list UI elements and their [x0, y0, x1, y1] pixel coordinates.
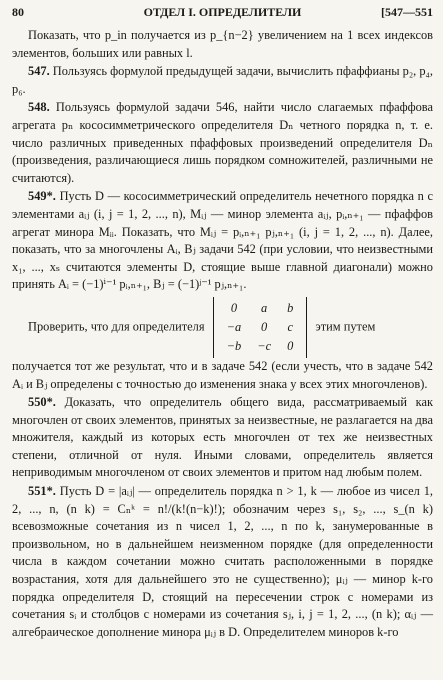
matrix-cell: c [287, 319, 293, 334]
problem-550 [12, 394, 433, 482]
page-number: 80 [12, 5, 24, 19]
problem-549 [12, 188, 433, 294]
problem-547 [12, 63, 433, 98]
problem-549-continued: получается тот же результат, что и в задаче 542 (если учесть, что в задаче 542 Aᵢ и Bⱼ определены с точностью до изменения знака у всех этих многочленов). [12, 358, 433, 391]
problem-text: Пусть D — кососимметрический определитель нечетного порядка n с элементами aᵢⱼ (i, j = 1, 2, ..., n), Mᵢⱼ — минор элемента aᵢⱼ, pᵢ,ₙ₊₁ — пфаффов агрегат минора Mᵢᵢ. Показать, что Mᵢⱼ = pᵢ,ₙ₊₁ pⱼ,ₙ₊₁ (i, j = 1, 2, ..., n). Далее, показать, что за многочлены Aᵢ, Bⱼ задачи 542 (при условии, что неизвестными x₁, ..., xₛ считаются элементы D, стоящие выше главной диагонали) можно принять Aᵢ = (−1)ⁱ⁻¹ pᵢ,ₙ₊₁, Bⱼ = (−1)ʲ⁻¹ pⱼ,ₙ₊₁. [12, 189, 433, 292]
problem-548 [12, 99, 433, 187]
matrix-cell: −a [226, 319, 242, 334]
problem-text: s₂, ..., s_(n k) всевозможные сочетания из n чисел 1, 2, ..., n по k, занумерованные в произвольном, но в дальнейшем неизменном порядке (для определенности числа в каждом сочетании можно считать расположенными в порядке возрастания, хотя для дальнейшего это не существенно); μᵢⱼ — минор k-го порядка определителя D, стоящий на пересечении строк с номерами из сочетания sᵢ и столбцов [12, 501, 433, 622]
problem-number: 550*. [28, 395, 56, 410]
problem-range: [547—551 [381, 5, 433, 19]
matrix-cell: b [287, 300, 294, 315]
check-text: Проверить, что для определителя [28, 319, 205, 334]
problem-text: Пусть D = |aᵢⱼ| — определитель порядка n > 1, k — любое из чисел 1, 2, ..., n, (n k) = Cₙᵏ = n!/(k!(n−k)!); обозначим через s₁, [12, 484, 433, 516]
matrix-cell: 0 [230, 300, 238, 315]
problem-number: 551*. [28, 484, 56, 499]
matrix-cell: 0 [261, 319, 268, 334]
matrix-cell: 0 [287, 338, 294, 353]
matrix-cell: a [261, 300, 268, 315]
paragraph-intro: Показать, что p_in получается из p_{n−2} увеличением на 1 всех индексов элементов, больших или равных l. [12, 28, 433, 60]
determinant-line [12, 297, 433, 358]
problem-text: Пользуясь формулой задачи 546, найти число слагаемых пфаффова агрегата pₙ кососимметрического определителя Dₙ четного порядка n, т. е. число различных приведенных пфаффовых произведений определителя Dₙ (произведения, различающиеся лишь порядком сомножителей, различными не считаются). [12, 100, 433, 185]
problem-text: Доказать, что определитель общего вида, рассматриваемый как многочлен от своих элементов, принятых за неизвестные, не разлагается на два множителя, каждый из которых есть многочлен от тех же неизвестных степени, отличной от нуля. Иными словами, определитель является неприводимым многочленом от своих элементов и притом над любым полем. [12, 395, 433, 480]
problem-551 [12, 483, 433, 641]
determinant-matrix [219, 299, 302, 356]
problem-text: Пользуясь формулой предыдущей задачи, вычислить пфаффианы p₂, p₄, p₆. [12, 64, 433, 96]
problem-number: 549*. [28, 189, 56, 204]
page-body [12, 27, 433, 642]
check-text-end: этим путем [315, 319, 376, 334]
problem-number: 548. [28, 100, 50, 115]
determinant-3x3 [213, 297, 308, 358]
matrix-cell: −b [226, 338, 242, 353]
problem-number: 547. [28, 64, 50, 79]
matrix-cell: −c [257, 338, 272, 353]
section-title: ОТДЕЛ I. ОПРЕДЕЛИТЕЛИ [143, 5, 302, 19]
problem-text: с номерами из сочетания sⱼ, i, j = 1, 2, ..., (n k); αᵢⱼ — алгебраическое дополнение минора μᵢⱼ в D. Определителем миноров k-го [12, 607, 433, 639]
running-header [12, 5, 433, 23]
